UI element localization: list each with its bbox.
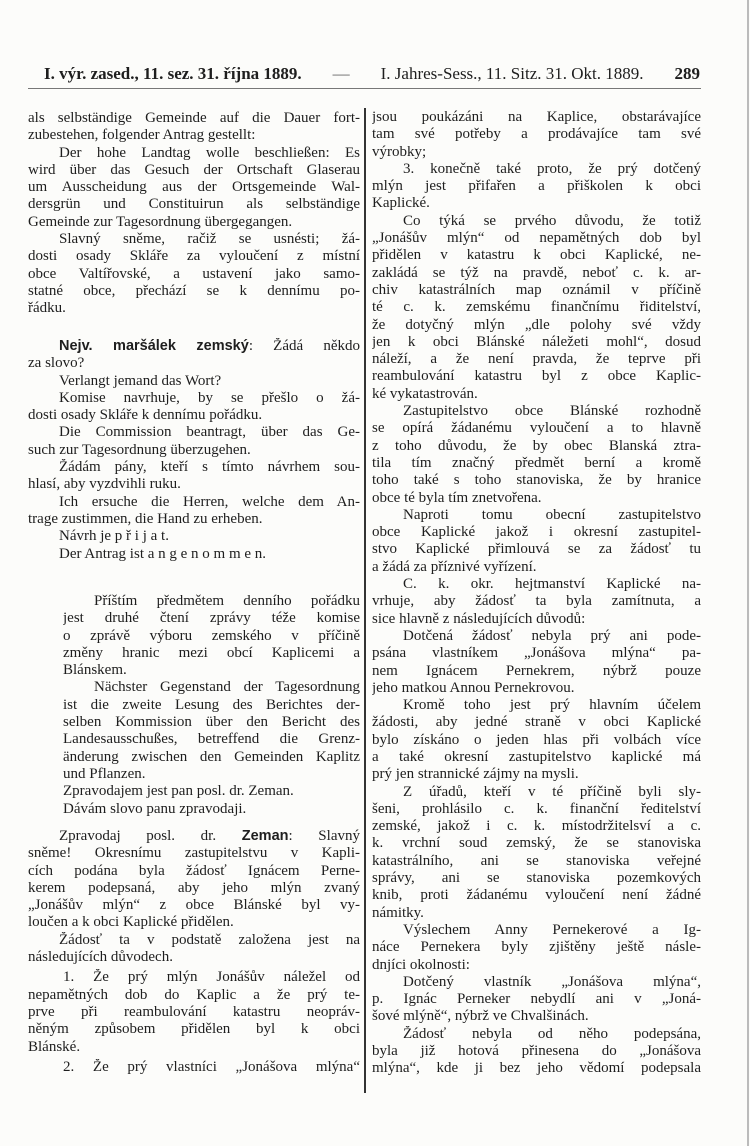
text-line: 2. Že prý vlastníci „Jonášova mlýna“	[63, 1058, 360, 1075]
text-line: zubestehen, folgender Antrag gestellt:	[28, 127, 256, 144]
paragraph	[63, 679, 360, 783]
text-line: Komise navrhuje, by se přešlo o žá-	[59, 389, 360, 406]
paragraph	[28, 1059, 360, 1076]
text-line: a žádá za příznivé vyřízení.	[372, 558, 537, 575]
text-line: Dotčená žádosť nebyla prý ani pode-	[403, 627, 701, 644]
text-line: Zastupitelstvo obce Blánské rozhodně	[403, 403, 701, 420]
text-line: námitky.	[372, 904, 424, 921]
text-line: reambulování katastru byl z obce Kaplic-	[372, 368, 701, 385]
text-line: šeni, prohlásilo c. k. finanční ředitelství	[372, 800, 701, 817]
paragraph	[63, 593, 360, 679]
text-line: Gemeinde zur Tagesordnung übergegangen.	[28, 213, 293, 230]
paragraph	[63, 783, 360, 800]
paragraph	[372, 628, 701, 697]
text-line: obce Valtířovské, a ustavení jako samo-	[28, 265, 360, 282]
page-number: 289	[674, 64, 700, 83]
text-line: Co týká se prvého důvodu, že totiž	[403, 212, 701, 229]
text-line: k. vrchní soud zemský, že se stanoviska	[372, 835, 701, 852]
column-divider	[364, 108, 366, 1093]
text-line: z toho důvodu, že by obec Blanská ztra-	[372, 437, 701, 454]
text-line: Nächster Gegenstand der Tagesordnung	[94, 679, 360, 696]
text-line: toho také s toho stanoviska, že by hranice	[372, 472, 701, 489]
text-line: sněme! Okresnímu zastupitelstvu v Kapli-	[28, 845, 360, 862]
speaker-name: Zeman	[241, 828, 289, 844]
text-line: Die Commission beantragt, über das Ge-	[59, 424, 360, 441]
text-line: tila tím značný předmět berní a kromě	[372, 454, 701, 471]
text-line: přidělen v katastru k obci Kaplické, ne-	[372, 247, 701, 264]
paragraph	[28, 932, 360, 967]
text-line: Návrh je p ř i j a t.	[59, 528, 169, 545]
text-line: loučen a k obci Kaplické přidělen.	[28, 914, 234, 931]
text-line: psána vlastníkem „Jonášova mlýna“ pa-	[372, 645, 701, 662]
text-line: such zur Tagesordnung überzugehen.	[28, 441, 251, 458]
text-line: änderung zwischen den Gemeinden Kaplitz	[63, 748, 360, 765]
text-line: Dávám slovo panu zpravodaji.	[63, 800, 247, 817]
text-line: selben Kommission über den Bericht des	[63, 714, 360, 731]
paragraph	[372, 507, 701, 576]
text-line: „Jonášův mlýn“ od nepamětných dob byl	[372, 230, 701, 247]
text-line: Ich ersuche die Herren, welche dem An-	[59, 493, 360, 510]
paragraph	[28, 338, 360, 373]
speaker-name: Nejv. maršálek zemský	[59, 338, 249, 354]
text-line: dersgrün und Constituirun als selbständige	[28, 196, 360, 213]
text-line: za slovo?	[28, 355, 85, 372]
text-line: Dotčený vlastník „Jonášova mlýna“,	[403, 973, 701, 990]
paragraph	[28, 494, 360, 529]
text-line: katastrálního, ani se stanoviska veřejné	[372, 852, 701, 869]
text-line: Žádosť nebyla od něho podepsána,	[403, 1025, 701, 1042]
text-line: šové mlýně“, nýbrž ve Chvalšinách.	[372, 1008, 589, 1025]
running-header	[44, 63, 700, 85]
text-line: správy, ani se stanoviska pozemkových	[372, 870, 701, 887]
text-line: jeho matkou Annou Pernekrovou.	[372, 679, 575, 696]
paragraph	[28, 424, 360, 459]
speaker-prefix: Zpravodaj posl. dr.	[59, 828, 242, 844]
text-line: um Ausscheidung aus der Ortsgemeinde Wal-	[28, 179, 360, 196]
text-line: a také okresní zastupitelstvo kaplické má	[372, 748, 701, 765]
text-line: změny hranic mezi obcí Kaplicemi a	[63, 644, 360, 661]
text-line: 3. konečně také proto, že prý dotčený	[403, 160, 701, 177]
paragraph	[372, 213, 701, 403]
text-line: trage zustimmen, die Hand zu erheben.	[28, 510, 263, 527]
line-text: : Žádá někdo	[248, 338, 360, 354]
text-block	[28, 338, 360, 563]
paragraph	[28, 828, 360, 932]
text-line: vrhuje, aby žádosť ta byla zamítnuta, a	[372, 593, 701, 610]
text-line: o zprávě výboru zemského v příčině	[63, 627, 360, 644]
text-line: Blánskem.	[63, 662, 127, 679]
paragraph	[372, 161, 701, 213]
text-line: cích podána byla žádosť Ignácem Perne-	[28, 862, 360, 879]
text-line: als selbständige Gemeinde auf die Dauer fort-	[28, 110, 360, 126]
paragraph	[372, 576, 701, 628]
text-line: řádku.	[28, 300, 66, 317]
text-line: že dotyčný mlýn „dle polohy své vždy	[372, 316, 701, 333]
text-line: nem Ignácem Pernekrem, nýbrž pouze	[372, 662, 701, 679]
text-line: jen k obci Blánské náležeti mohl“, dosud	[372, 333, 701, 350]
header-separator: —	[332, 64, 350, 83]
text-line: kerem podepsaná, aby jeho mlýn zvaný	[28, 879, 360, 896]
paragraph	[28, 546, 360, 563]
text-line	[28, 828, 360, 845]
text-line: Žádosť ta v podstatě založena jest na	[59, 931, 360, 948]
text-line: Naproti tomu obecní zastupitelstvo	[403, 506, 701, 523]
text-line: und Pflanzen.	[63, 765, 146, 782]
paragraph	[28, 528, 360, 545]
text-line: Příštím předmětem denního pořádku	[94, 593, 360, 609]
text-line: obce Kaplické jakož i okresní zastupitel-	[372, 524, 701, 541]
paragraph	[372, 784, 701, 922]
paragraph	[372, 697, 701, 783]
text-line: ké vykatastrován.	[372, 385, 478, 402]
paragraph	[63, 801, 360, 818]
text-line: prve při reambulování katastru neopráv-	[28, 1003, 360, 1020]
text-line: zemské, jakož i c. k. místodržitelsví a c.	[372, 818, 701, 835]
text-line: nepamětných dob do Kaplic a že prý te-	[28, 986, 360, 1003]
text-line: hlasí, aby vyzdvihli ruku.	[28, 476, 181, 493]
paragraph	[372, 922, 701, 974]
paragraph	[28, 145, 360, 231]
text-line	[28, 338, 360, 355]
text-line: Kromě toho jest prý hlavním účelem	[403, 697, 701, 714]
text-line: Verlangt jemand das Wort?	[59, 372, 222, 389]
paragraph	[28, 969, 360, 1055]
scan-edge	[747, 0, 749, 1146]
text-line: jsou poukázáni na Kaplice, obstarávajíce	[372, 109, 701, 125]
text-line: dnjíci okolnosti:	[372, 956, 470, 973]
text-line: Slavný sněme, račiž se usnésti; žá-	[59, 231, 360, 248]
paragraph	[372, 109, 701, 161]
text-line: byla již hotová přinesena do „Jonášova	[372, 1043, 701, 1060]
text-line: statné obce, přechází se k dennímu po-	[28, 282, 360, 299]
header-czech: I. výr. zased., 11. sez. 31. října 1889.	[44, 64, 302, 83]
text-line: Z úřadů, kteří v té příčině byli sly-	[403, 783, 701, 800]
text-line: Výslechem Anny Pernekerové a Ig-	[403, 921, 701, 938]
text-line: náleží, a že není pravda, že teprve při	[372, 351, 701, 368]
text-line: Kaplické.	[372, 195, 430, 212]
text-line: „Jonášův mlýn“ z obce Blánské byl vy-	[28, 897, 360, 914]
text-line: prý jen strannické zájmy na mysli.	[372, 766, 579, 783]
paragraph	[28, 459, 360, 494]
text-line: zakládá se týž na pravdě, neboť c. k. ar-	[372, 264, 701, 281]
text-line: bylo získáno o jeden hlas při volbách více	[372, 731, 701, 748]
text-line: jest druhé čtení zprávy téže komise	[63, 610, 360, 627]
paragraph	[28, 110, 360, 145]
text-line: náce Pernekera byly zjištěny ještě násle-	[372, 939, 701, 956]
paragraph	[28, 390, 360, 425]
text-block	[63, 593, 360, 818]
paragraph	[372, 403, 701, 507]
text-line: p. Ignác Perneker nebydlí ani v „Joná-	[372, 991, 701, 1008]
text-line: následujících důvodech.	[28, 949, 173, 966]
paragraph	[28, 231, 360, 317]
text-line: dosti osady Skláře k dennímu pořádku.	[28, 407, 263, 424]
text-block	[28, 110, 360, 318]
text-block	[28, 828, 360, 1076]
text-line: sice hlavně z následujících důvodů:	[372, 610, 586, 627]
paragraph	[372, 1026, 701, 1078]
paragraph	[28, 373, 360, 390]
text-line: Landesausschußes, betreffend die Grenz-	[63, 731, 360, 748]
text-line: ist die zweite Lesung des Berichtes der-	[63, 696, 360, 713]
text-line: stvo Kaplické přimlouvá se za žádosť tu	[372, 541, 701, 558]
text-line: wird über das Gesuch der Ortschaft Glaserau	[28, 161, 360, 178]
text-line: žádosti, aby jedné straně v obci Kaplické	[372, 714, 701, 731]
text-line: Der hohe Landtag wolle beschließen: Es	[59, 144, 360, 161]
text-line: té c. k. zemskému finančnímu řiditelství,	[372, 299, 701, 316]
text-line: Der Antrag ist a n g e n o m m e n.	[59, 545, 267, 562]
text-line: dosti osady Skláře za vyloučení z místní	[28, 248, 360, 265]
header-rule	[28, 88, 701, 89]
text-line: Žádám pány, kteří s tímto návrhem sou-	[59, 459, 360, 476]
text-line: mlýna“, kde ji bez jeho vědomí podepsala	[372, 1060, 701, 1077]
text-line: se opírá žádanému vyloučení a to hlavně	[372, 420, 701, 437]
text-block	[372, 109, 701, 1078]
text-line: mlýn jest přifařen a přiškolen k obci	[372, 178, 701, 195]
text-line: tam své potřeby a prodávajíce tam své	[372, 126, 701, 143]
text-line: obce té byla tím znetvořena.	[372, 489, 542, 506]
text-line: Blánské.	[28, 1038, 81, 1055]
header-german: I. Jahres-Sess., 11. Sitz. 31. Okt. 1889.	[380, 64, 644, 83]
text-line: knib, proti žádanému vyloučení není žádné	[372, 887, 701, 904]
text-line: výrobky;	[372, 143, 427, 160]
text-line: 1. Že prý mlýn Jonášův náležel od	[63, 969, 360, 986]
text-line: C. k. okr. hejtmanství Kaplické na-	[403, 576, 701, 593]
text-line: chiv katastrálních map oznámil v příčině	[372, 281, 701, 298]
line-text: : Slavný	[288, 828, 360, 844]
text-line: něným způsobem přidělen byl k obci	[28, 1021, 360, 1038]
text-line: Zpravodajem jest pan posl. dr. Zeman.	[63, 783, 294, 800]
paragraph	[372, 974, 701, 1026]
